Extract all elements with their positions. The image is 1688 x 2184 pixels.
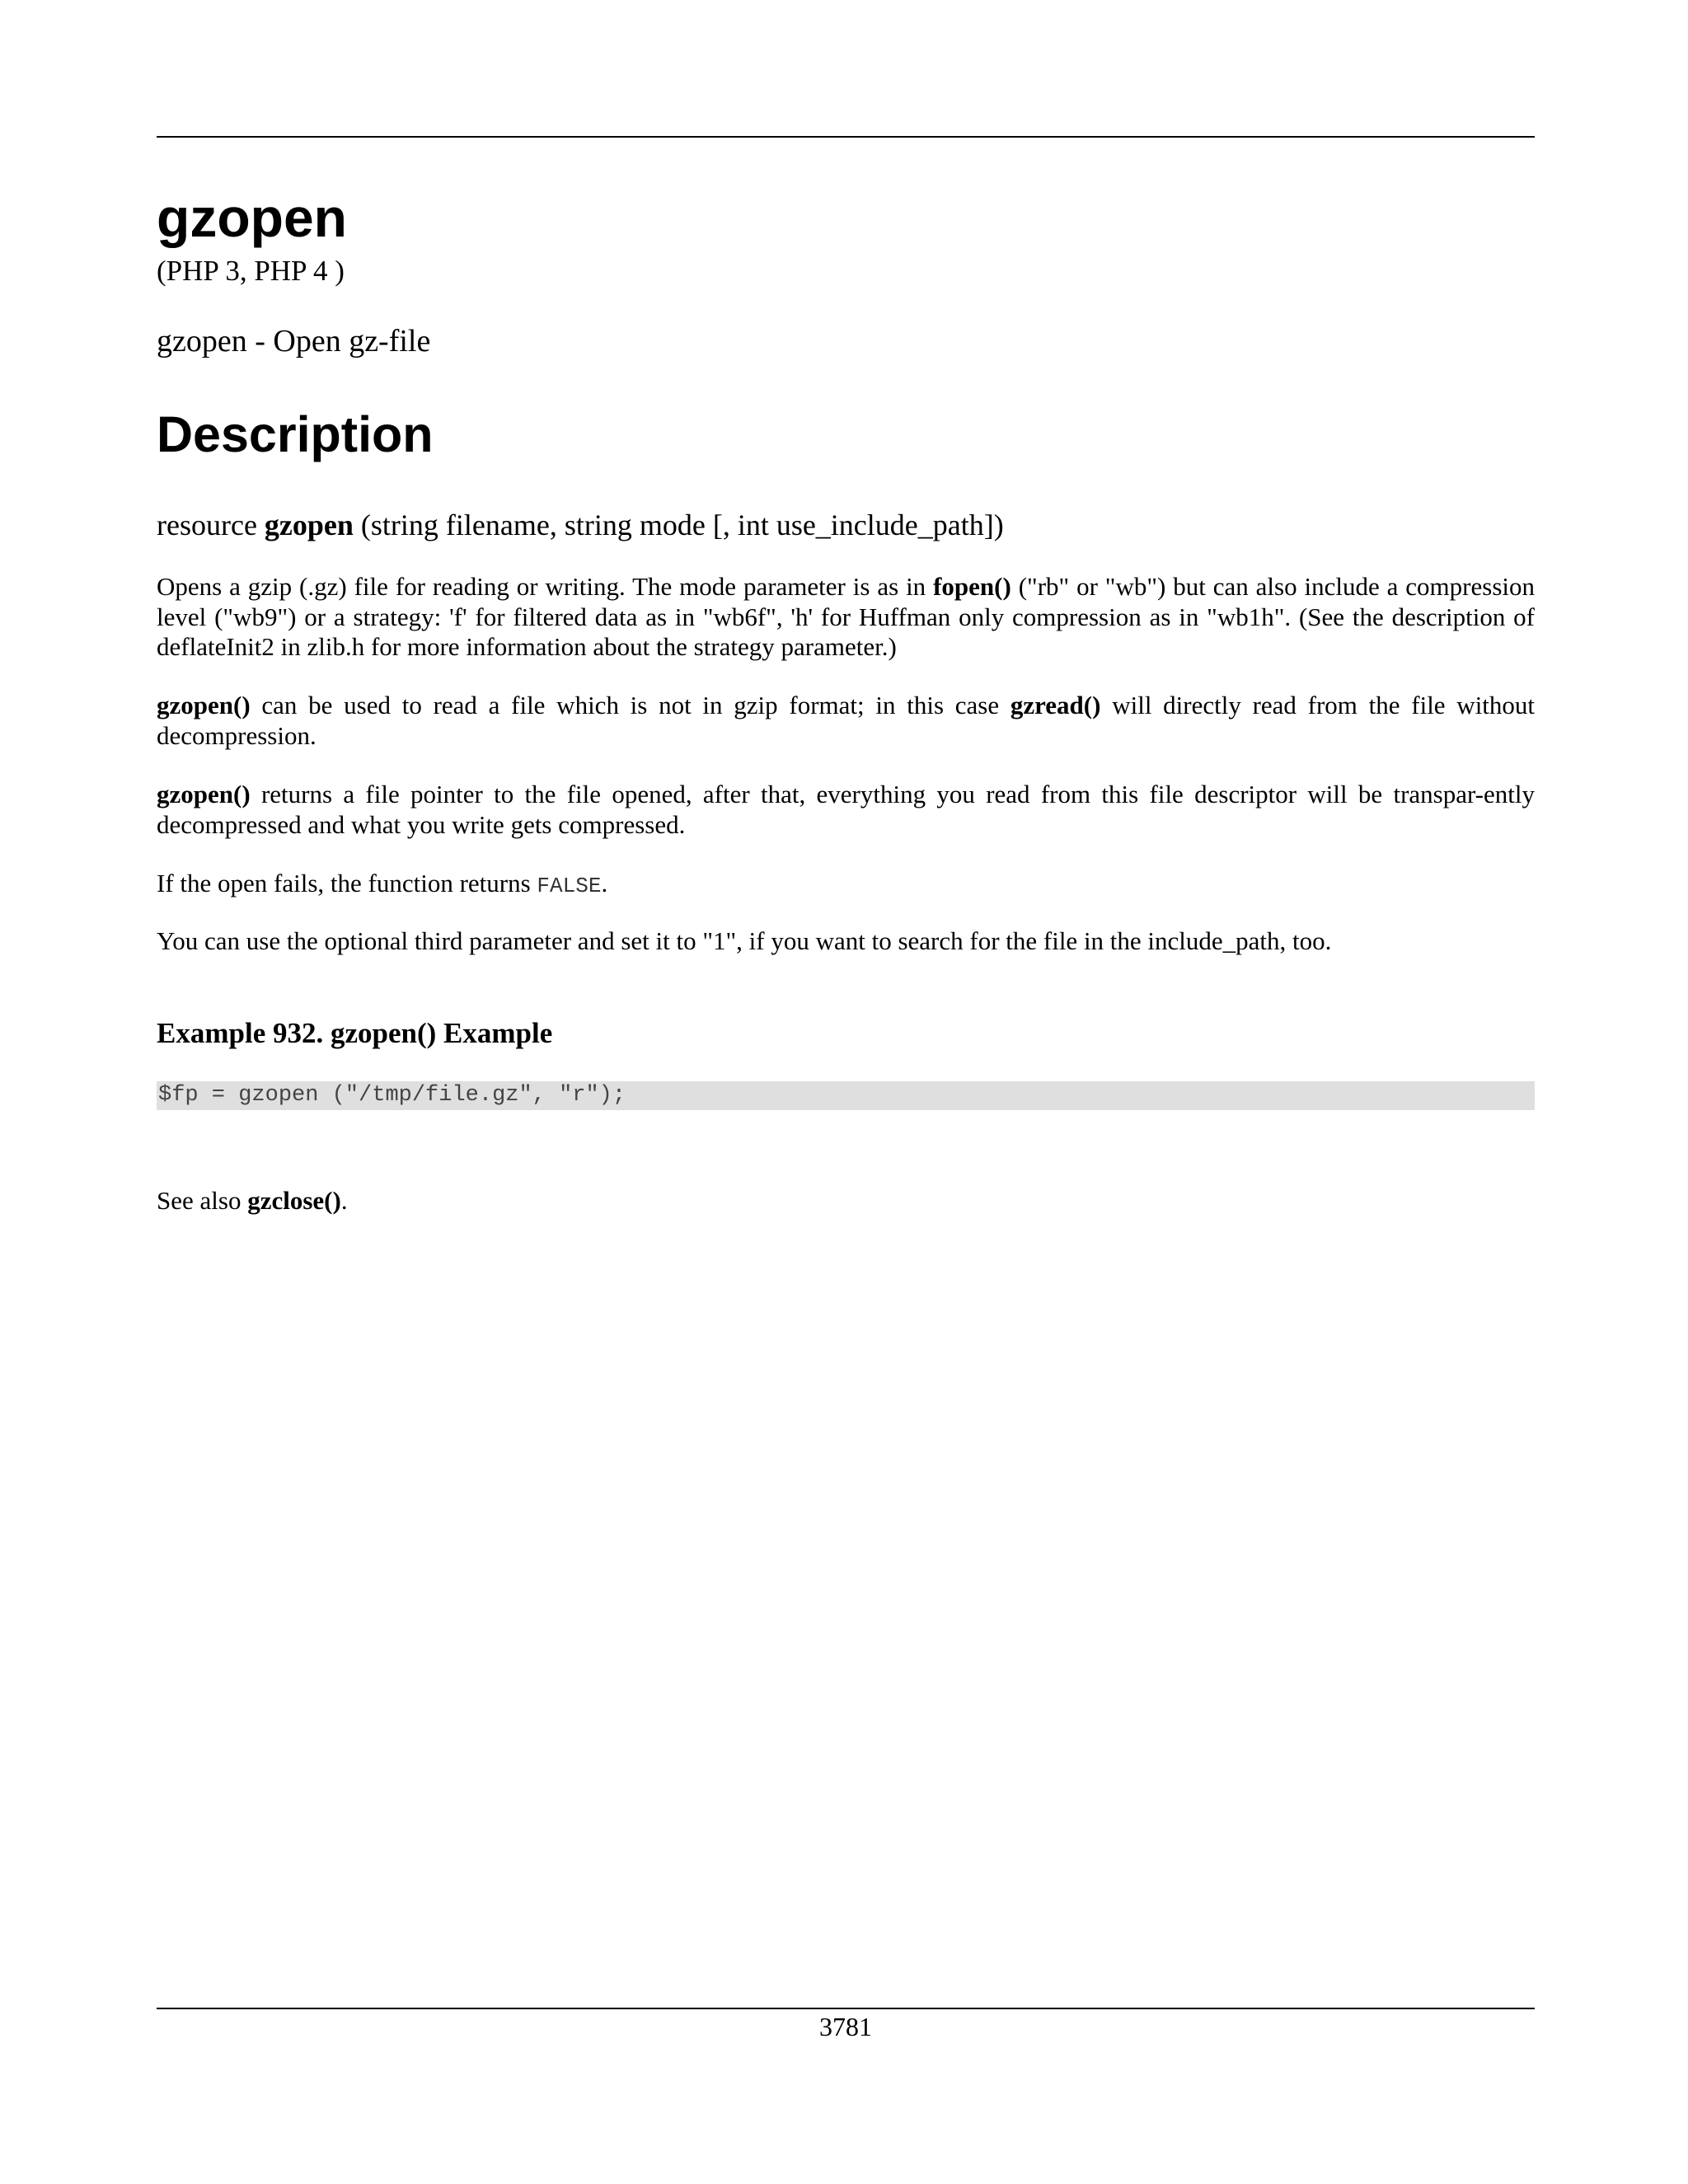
false-constant: FALSE bbox=[537, 874, 602, 898]
synopsis-parameters: (string filename, string mode [, int use_include_path]) bbox=[360, 509, 1004, 541]
gzopen-function-ref: gzopen() bbox=[157, 691, 251, 719]
gzopen-function-ref: gzopen() bbox=[157, 780, 251, 808]
description-paragraph-5: You can use the optional third parameter and set it to "1", if you want to search for the file in the include_path, too. bbox=[157, 926, 1332, 955]
description-paragraph-3: gzopen() returns a file pointer to the file opened, after that, everything you read from this file descriptor will be transpar-ently decompressed and what you write gets compressed. bbox=[157, 780, 1535, 839]
fopen-link[interactable]: fopen() bbox=[933, 572, 1011, 601]
php-versions: (PHP 3, PHP 4 ) bbox=[157, 255, 345, 287]
header-rule bbox=[157, 136, 1535, 138]
description-paragraph-1: Opens a gzip (.gz) file for reading or writing. The mode parameter is as in fopen() ("rb" or "wb") but can also include a compression level ("wb9") or a strategy: 'f' for filtered data as in "wb6f", 'h' for Huffman only compression as in "wb1h". (See the description of deflateInit2 in zlib.h for more information about the strategy parameter.) bbox=[157, 572, 1535, 661]
gzread-link[interactable]: gzread() bbox=[1010, 691, 1101, 719]
synopsis-return-type: resource bbox=[157, 509, 257, 541]
description-paragraph-2: gzopen() can be used to read a file which is not in gzip format; in this case gzread() will directly read from the file without decompression. bbox=[157, 691, 1536, 750]
gzclose-link[interactable]: gzclose() bbox=[247, 1186, 341, 1215]
manual-page bbox=[157, 0, 1535, 2184]
description-paragraph-4: If the open fails, the function returns FALSE. bbox=[157, 869, 608, 898]
see-also: See also gzclose(). bbox=[157, 1186, 348, 1215]
example-code-block: $fp = gzopen ("/tmp/file.gz", "r"); bbox=[157, 1081, 1535, 1110]
function-synopsis bbox=[157, 508, 1004, 543]
function-name-heading: gzopen bbox=[157, 187, 347, 248]
footer-rule bbox=[157, 2008, 1535, 2009]
function-purpose: gzopen - Open gz-file bbox=[157, 324, 431, 359]
synopsis-function-name: gzopen bbox=[264, 509, 354, 541]
example-title: Example 932. gzopen() Example bbox=[157, 1017, 553, 1049]
page-number: 3781 bbox=[819, 2012, 872, 2041]
description-heading: Description bbox=[157, 406, 434, 462]
